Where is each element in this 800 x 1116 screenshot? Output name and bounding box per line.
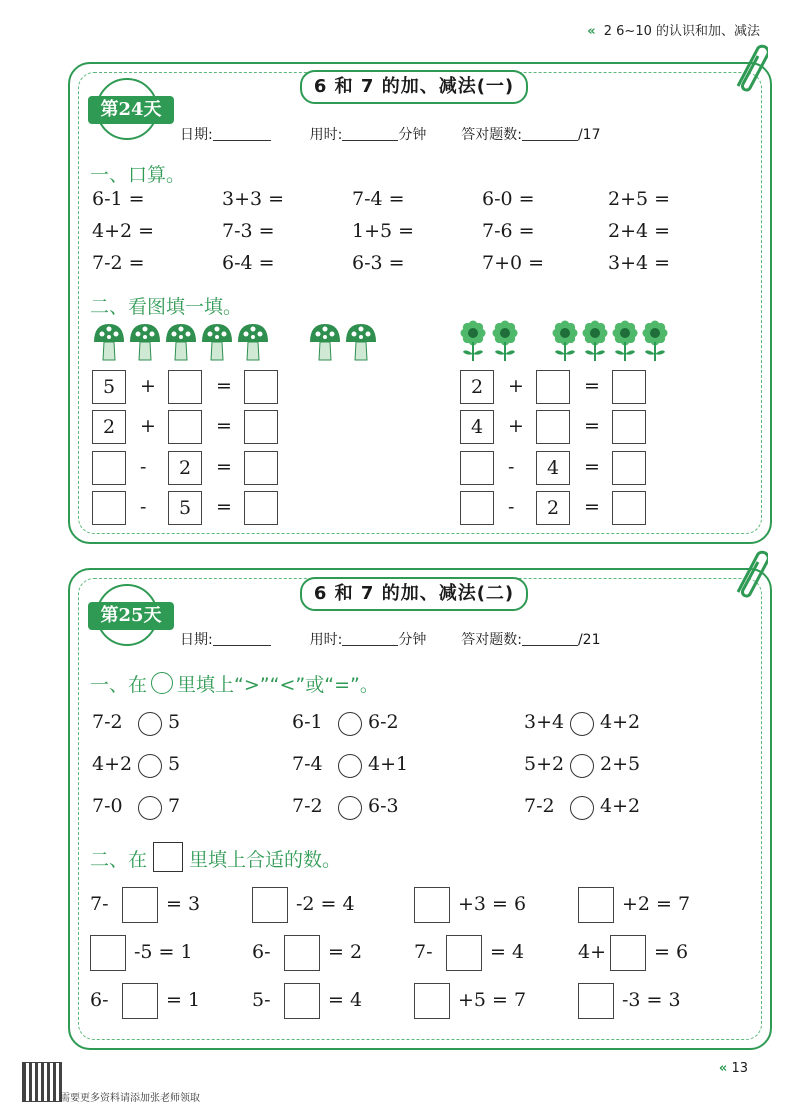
fill-prefix: 6-: [90, 989, 109, 1011]
answer-box: 2: [92, 410, 126, 444]
fill-prefix: 7-: [90, 893, 109, 915]
circle-icon: [151, 672, 173, 694]
score-label: 答对题数:: [461, 127, 522, 143]
answer-box[interactable]: [612, 451, 646, 485]
operator: -: [508, 496, 515, 518]
fill-suffix: = 6: [654, 941, 689, 963]
compare-circle[interactable]: [138, 796, 162, 820]
square-box-icon: [153, 842, 183, 872]
score-total: /21: [577, 632, 601, 648]
compare-circle[interactable]: [570, 754, 594, 778]
oral-item: 7+0 =: [482, 252, 545, 274]
answer-box: 2: [460, 370, 494, 404]
day24-meta: [180, 124, 601, 144]
flower-icon: [640, 320, 670, 362]
compare-right: 7: [168, 795, 181, 817]
fill-suffix: = 2: [328, 941, 363, 963]
operator: +: [140, 415, 156, 437]
day24-badge-label: 第24天: [100, 99, 162, 120]
flower-icon: [458, 320, 488, 362]
oral-item: 2+5 =: [608, 188, 671, 210]
qr-code-icon: [22, 1062, 62, 1102]
mushroom-icon: [236, 322, 270, 362]
date-label: 日期:: [180, 632, 213, 648]
answer-box[interactable]: [612, 410, 646, 444]
equals-sign: =: [216, 496, 232, 518]
compare-circle[interactable]: [338, 796, 362, 820]
compare-right: 4+2: [600, 795, 641, 817]
equals-sign: =: [584, 375, 600, 397]
oral-item: 6-1 =: [92, 188, 145, 210]
equals-sign: =: [584, 496, 600, 518]
fill-suffix: = 3: [166, 893, 201, 915]
day25-section2-heading: 二、在 里填上合适的数。: [90, 842, 341, 872]
compare-right: 4+1: [368, 753, 409, 775]
answer-box: 5: [92, 370, 126, 404]
day25-meta: [180, 629, 601, 649]
fill-box[interactable]: [252, 887, 288, 923]
time-field[interactable]: [342, 631, 398, 646]
compare-circle[interactable]: [338, 754, 362, 778]
answer-box[interactable]: [536, 370, 570, 404]
operator: +: [140, 375, 156, 397]
equals-sign: =: [216, 415, 232, 437]
oral-item: 7-4 =: [352, 188, 405, 210]
fill-suffix: -2 = 4: [296, 893, 355, 915]
fill-suffix: = 4: [328, 989, 363, 1011]
compare-circle[interactable]: [570, 712, 594, 736]
answer-box[interactable]: [168, 410, 202, 444]
mushroom-icon: [164, 322, 198, 362]
fill-suffix: = 4: [490, 941, 525, 963]
equals-sign: =: [584, 415, 600, 437]
answer-box: 5: [168, 491, 202, 525]
page-number: « 13: [718, 1061, 748, 1076]
time-unit: 分钟: [398, 127, 427, 143]
fill-prefix: 5-: [252, 989, 271, 1011]
equals-sign: =: [216, 456, 232, 478]
compare-left: 7-0: [92, 795, 123, 817]
day25-section1-heading: 一、在 里填上“>”“<”或“=”。: [90, 674, 379, 696]
fill-box[interactable]: [578, 983, 614, 1019]
oral-item: 4+2 =: [92, 220, 155, 242]
chapter-number: 2: [603, 24, 613, 39]
answer-box[interactable]: [244, 410, 278, 444]
answer-box: 2: [168, 451, 202, 485]
fill-box[interactable]: [446, 935, 482, 971]
compare-left: 7-2: [524, 795, 555, 817]
answer-box[interactable]: [168, 370, 202, 404]
oral-item: 1+5 =: [352, 220, 415, 242]
answer-box[interactable]: [244, 451, 278, 485]
compare-circle[interactable]: [338, 712, 362, 736]
paperclip-icon: [728, 546, 768, 598]
fill-box[interactable]: [122, 983, 158, 1019]
fill-prefix: 7-: [414, 941, 433, 963]
oral-item: 6-0 =: [482, 188, 535, 210]
score-total: /17: [577, 127, 601, 143]
answer-box: 2: [536, 491, 570, 525]
mushroom-icon: [344, 322, 378, 362]
fill-box[interactable]: [284, 935, 320, 971]
operator: -: [140, 496, 147, 518]
fill-suffix: +3 = 6: [458, 893, 527, 915]
date-label: 日期:: [180, 127, 213, 143]
compare-right: 5: [168, 711, 181, 733]
day25-title: 6 和 7 的加、减法(二): [300, 577, 528, 611]
oral-item: 7-3 =: [222, 220, 275, 242]
answer-box[interactable]: [92, 451, 126, 485]
mushroom-icon: [308, 322, 342, 362]
operator: -: [140, 456, 147, 478]
paperclip-icon: [728, 40, 768, 92]
mushroom-icon: [128, 322, 162, 362]
fill-box[interactable]: [90, 935, 126, 971]
oral-item: 3+3 =: [222, 188, 285, 210]
time-label: 用时:: [309, 127, 343, 143]
mushroom-icon: [92, 322, 126, 362]
fill-suffix: +5 = 7: [458, 989, 527, 1011]
score-label: 答对题数:: [461, 632, 522, 648]
answer-box[interactable]: [612, 491, 646, 525]
fill-box[interactable]: [284, 983, 320, 1019]
operator: +: [508, 375, 524, 397]
flower-icon: [580, 320, 610, 362]
compare-right: 4+2: [600, 711, 641, 733]
oral-item: 2+4 =: [608, 220, 671, 242]
compare-left: 6-1: [292, 711, 323, 733]
oral-item: 7-6 =: [482, 220, 535, 242]
score-field[interactable]: [522, 631, 578, 646]
oral-item: 6-3 =: [352, 252, 405, 274]
date-field[interactable]: [213, 126, 271, 141]
compare-left: 7-2: [92, 711, 123, 733]
chapter-header: [587, 20, 760, 39]
compare-right: 6-2: [368, 711, 399, 733]
time-field[interactable]: [342, 126, 398, 141]
answer-box[interactable]: [244, 491, 278, 525]
compare-left: 3+4: [524, 711, 565, 733]
oral-item: 7-2 =: [92, 252, 145, 274]
answer-box[interactable]: [244, 370, 278, 404]
answer-box: 4: [460, 410, 494, 444]
fill-suffix: = 1: [166, 989, 201, 1011]
day24-section2-heading: 二、看图填一填。: [90, 296, 243, 318]
answer-box[interactable]: [92, 491, 126, 525]
chapter-title: 6~10 的认识和加、减法: [616, 24, 760, 39]
date-field[interactable]: [213, 631, 271, 646]
fill-box[interactable]: [122, 887, 158, 923]
time-unit: 分钟: [398, 632, 427, 648]
oral-item: 6-4 =: [222, 252, 275, 274]
flower-icon: [490, 320, 520, 362]
flower-icon: [550, 320, 580, 362]
compare-right: 2+5: [600, 753, 641, 775]
fill-box[interactable]: [414, 887, 450, 923]
time-label: 用时:: [309, 632, 343, 648]
double-chevron-icon: «: [718, 1061, 728, 1076]
compare-circle[interactable]: [570, 796, 594, 820]
operator: +: [508, 415, 524, 437]
answer-box[interactable]: [460, 451, 494, 485]
operator: -: [508, 456, 515, 478]
answer-box[interactable]: [612, 370, 646, 404]
fill-suffix: -3 = 3: [622, 989, 681, 1011]
answer-box[interactable]: [460, 491, 494, 525]
compare-right: 6-3: [368, 795, 399, 817]
compare-circle[interactable]: [138, 712, 162, 736]
score-field[interactable]: [522, 126, 578, 141]
compare-left: 4+2: [92, 753, 133, 775]
compare-circle[interactable]: [138, 754, 162, 778]
fill-prefix: 6-: [252, 941, 271, 963]
day25-badge-label: 第25天: [100, 605, 162, 626]
compare-right: 5: [168, 753, 181, 775]
fill-box[interactable]: [414, 983, 450, 1019]
flower-icon: [610, 320, 640, 362]
day24-title: 6 和 7 的加、减法(一): [300, 70, 528, 104]
answer-box[interactable]: [536, 410, 570, 444]
double-chevron-icon: «: [587, 24, 596, 39]
compare-left: 5+2: [524, 753, 565, 775]
answer-box: 4: [536, 451, 570, 485]
compare-left: 7-4: [292, 753, 323, 775]
footer-note: 需要更多资料请添加张老师领取: [60, 1093, 200, 1104]
day24-badge: [88, 78, 174, 140]
fill-box[interactable]: [578, 887, 614, 923]
oral-item: 3+4 =: [608, 252, 671, 274]
day25-badge: [88, 584, 174, 646]
fill-suffix: +2 = 7: [622, 893, 691, 915]
equals-sign: =: [216, 375, 232, 397]
equals-sign: =: [584, 456, 600, 478]
mushroom-icon: [200, 322, 234, 362]
fill-box[interactable]: [610, 935, 646, 971]
fill-suffix: -5 = 1: [134, 941, 193, 963]
fill-prefix: 4+: [578, 941, 607, 963]
day24-section1-heading: 一、口算。: [90, 164, 186, 186]
compare-left: 7-2: [292, 795, 323, 817]
